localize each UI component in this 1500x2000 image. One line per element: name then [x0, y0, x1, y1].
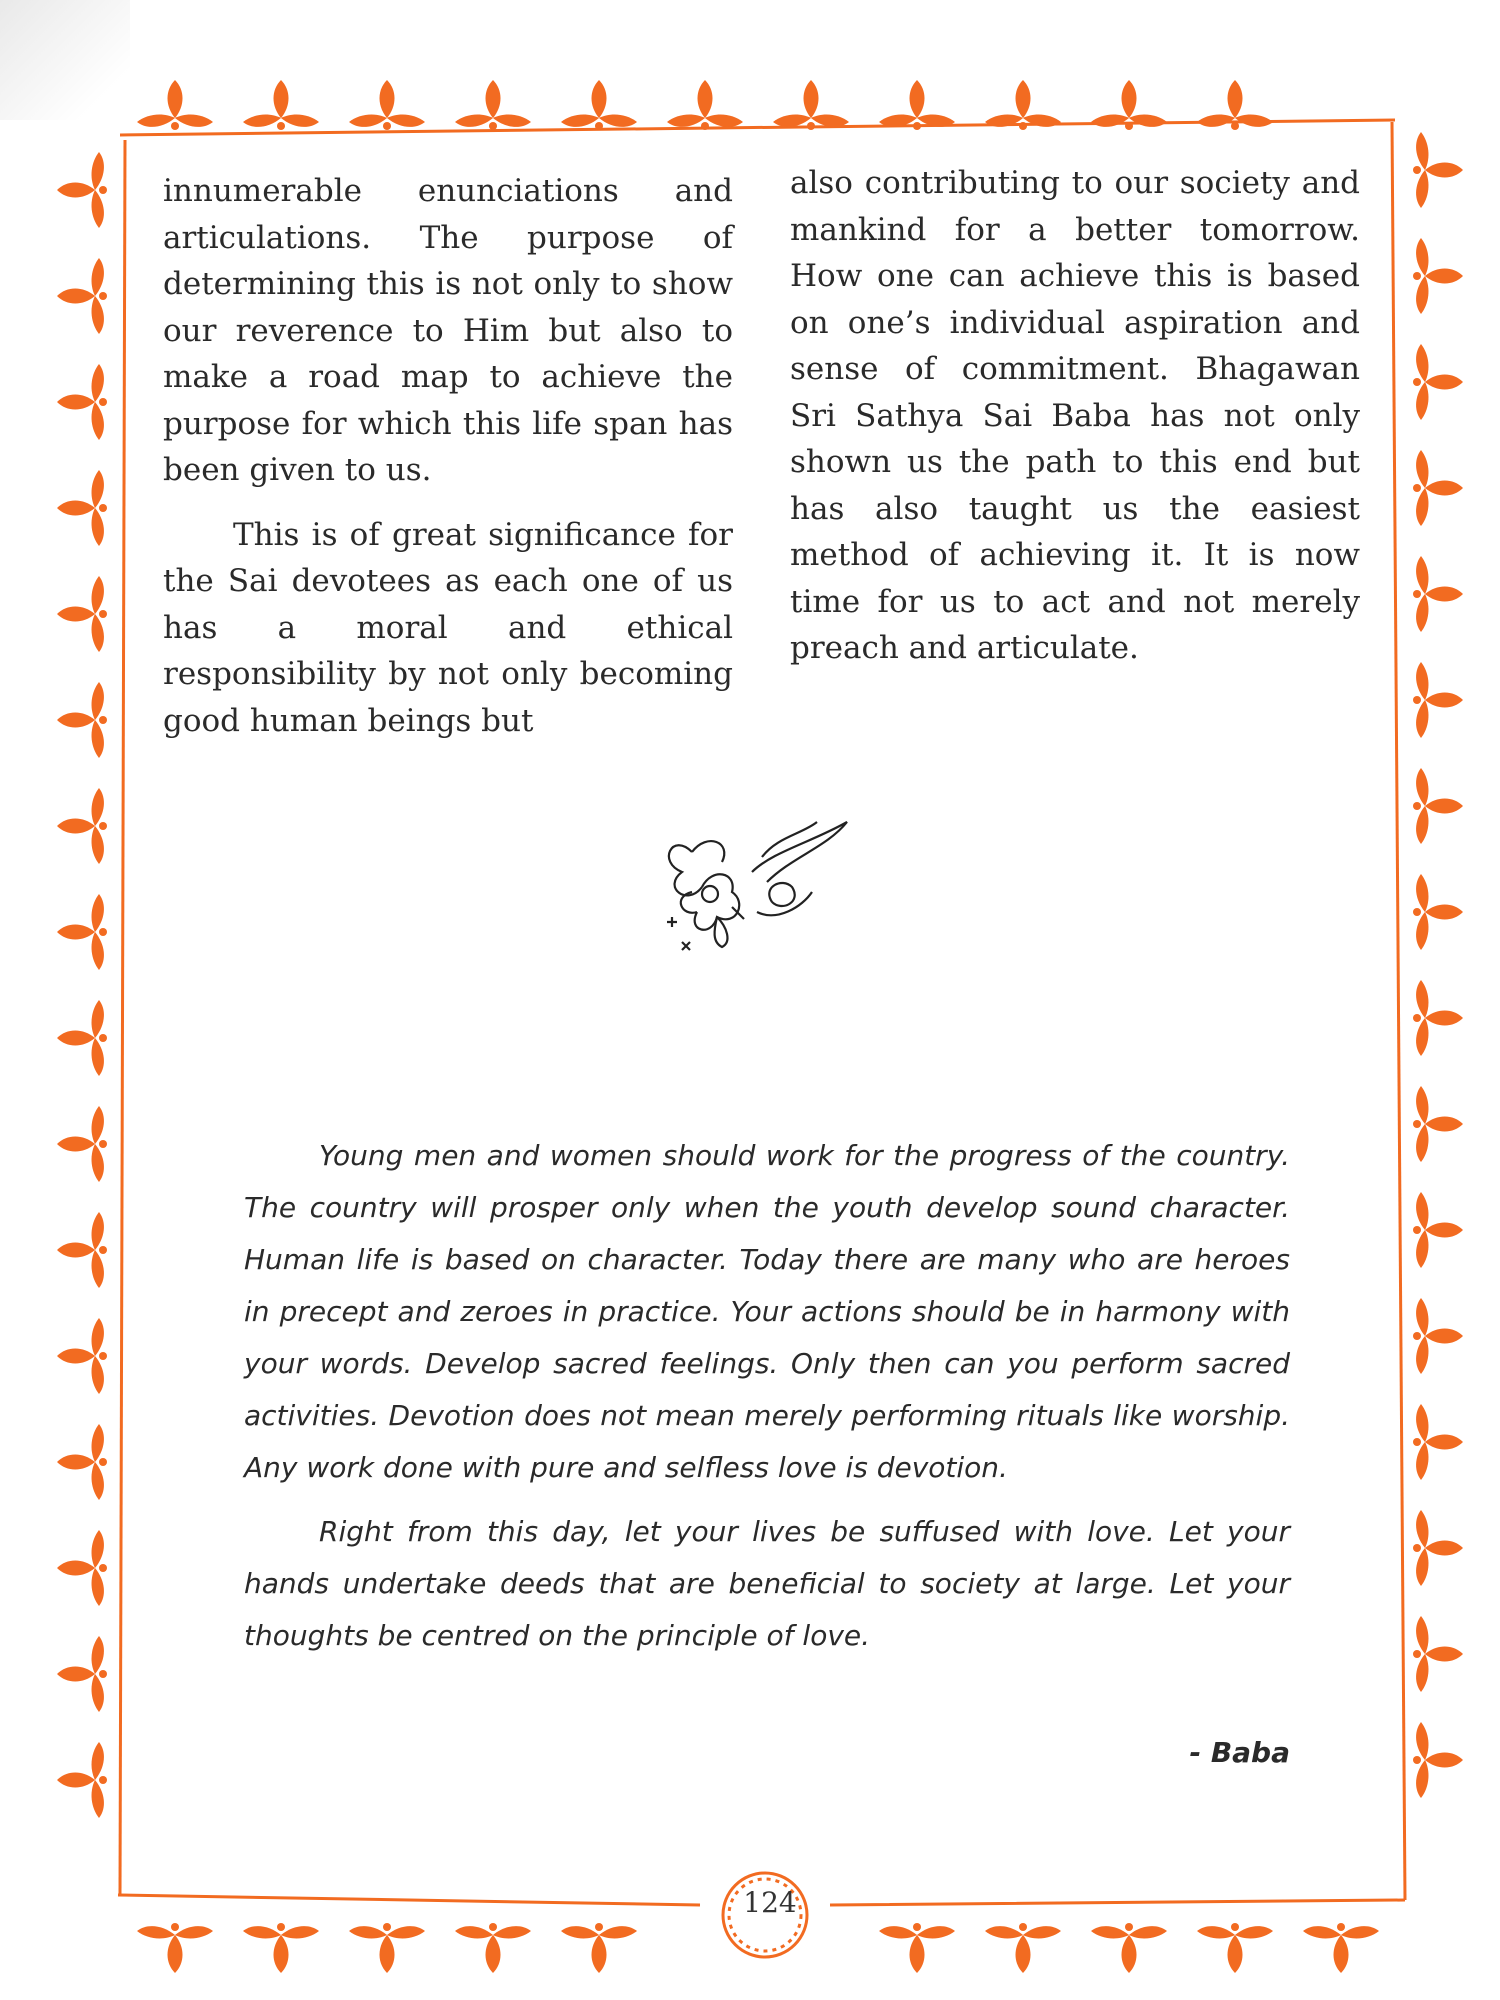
border-ornament-top: [137, 80, 213, 130]
border-ornament-top: [561, 80, 637, 130]
border-ornament-left: [57, 258, 107, 334]
quote-block: [244, 1130, 1290, 1662]
border-ornament-top: [879, 80, 955, 130]
border-ornament-left: [57, 364, 107, 440]
left-column: [163, 168, 733, 744]
border-ornament-left: [57, 1212, 107, 1288]
page-number: 124: [743, 1886, 797, 1919]
right-column: [790, 160, 1360, 672]
border-ornament-right: [1413, 980, 1463, 1056]
border-ornament-left: [57, 1636, 107, 1712]
border-ornament-right: [1413, 1510, 1463, 1586]
border-ornament-left: [57, 1530, 107, 1606]
border-ornament-right: [1413, 874, 1463, 950]
border-ornament-left: [57, 1106, 107, 1182]
border-ornament-left: [57, 576, 107, 652]
border-ornament-left: [57, 788, 107, 864]
border-ornament-left: [57, 1424, 107, 1500]
quote-attribution: - Baba: [1189, 1736, 1290, 1769]
border-ornament-bottom: [1091, 1923, 1167, 1973]
border-ornament-bottom: [349, 1923, 425, 1973]
border-ornament-right: [1413, 1298, 1463, 1374]
border-ornament-right: [1413, 344, 1463, 420]
border-ornament-right: [1413, 132, 1463, 208]
border-ornament-left: [57, 682, 107, 758]
border-ornament-right: [1413, 556, 1463, 632]
border-ornament-left: [57, 470, 107, 546]
quote-paragraph-2: Right from this day, let your lives be suffused with love. Let your hands undertake deeds that are beneficial to society at large. Let your thoughts be centred on the principle of love.: [244, 1515, 1290, 1652]
border-ornament-right: [1413, 768, 1463, 844]
border-ornament-right: [1413, 1722, 1463, 1798]
border-ornament-bottom: [985, 1923, 1061, 1973]
border-ornament-bottom: [1303, 1923, 1379, 1973]
border-ornament-right: [1413, 1616, 1463, 1692]
right-paragraph-1: also contributing to our society and mankind for a better tomorrow. How one can achieve this is based on one’s individual aspiration and sense of commitment. Bhagawan Sri Sathya Sai Baba has not only shown us the path to this end but has also taught us the easiest method of achieving it. It is now time for us to act and not merely preach and articulate.: [790, 165, 1360, 666]
border-ornament-top: [1091, 80, 1167, 130]
border-ornament-right: [1413, 1086, 1463, 1162]
border-ornament-left: [57, 894, 107, 970]
border-ornament-right: [1413, 450, 1463, 526]
border-ornament-top: [1197, 80, 1273, 130]
border-ornament-bottom: [561, 1923, 637, 1973]
left-paragraph-1: innumerable enunciations and articulations. The purpose of determining this is not only to show our reverence to Him but also to make a road map to achieve the purpose for which this life span has been given to us.: [163, 173, 733, 488]
border-ornament-bottom: [455, 1923, 531, 1973]
border-ornament-top: [985, 80, 1061, 130]
border-ornament-bottom: [1197, 1923, 1273, 1973]
border-ornament-right: [1413, 238, 1463, 314]
border-ornament-left: [57, 1318, 107, 1394]
left-paragraph-2: This is of great significance for the Sai devotees as each one of us has a moral and ethical responsibility by not only becoming good human beings but: [163, 516, 733, 739]
border-ornament-left: [57, 1000, 107, 1076]
flower-flourish-icon: [652, 812, 852, 972]
border-ornament-right: [1413, 662, 1463, 738]
border-ornament-bottom: [879, 1923, 955, 1973]
border-ornament-left: [57, 1742, 107, 1818]
border-ornament-top: [667, 80, 743, 130]
border-ornament-bottom: [243, 1923, 319, 1973]
quote-paragraph-1: Young men and women should work for the progress of the country. The country will prosper only when the youth develop sound character. Human life is based on character. Today there are many who are heroes in precept and zeroes in practice. Your actions should be in harmony with your words. Develop sacred feelings. Only then can you perform sacred activities. Devotion does not mean merely performing rituals like worship. Any work done with pure and selfless love is devotion.: [244, 1139, 1290, 1484]
border-ornament-top: [349, 80, 425, 130]
border-ornament-top: [455, 80, 531, 130]
border-ornament-top: [243, 80, 319, 130]
border-ornament-left: [57, 152, 107, 228]
border-ornament-bottom: [137, 1923, 213, 1973]
border-ornament-right: [1413, 1404, 1463, 1480]
border-ornament-top: [773, 80, 849, 130]
border-ornament-right: [1413, 1192, 1463, 1268]
